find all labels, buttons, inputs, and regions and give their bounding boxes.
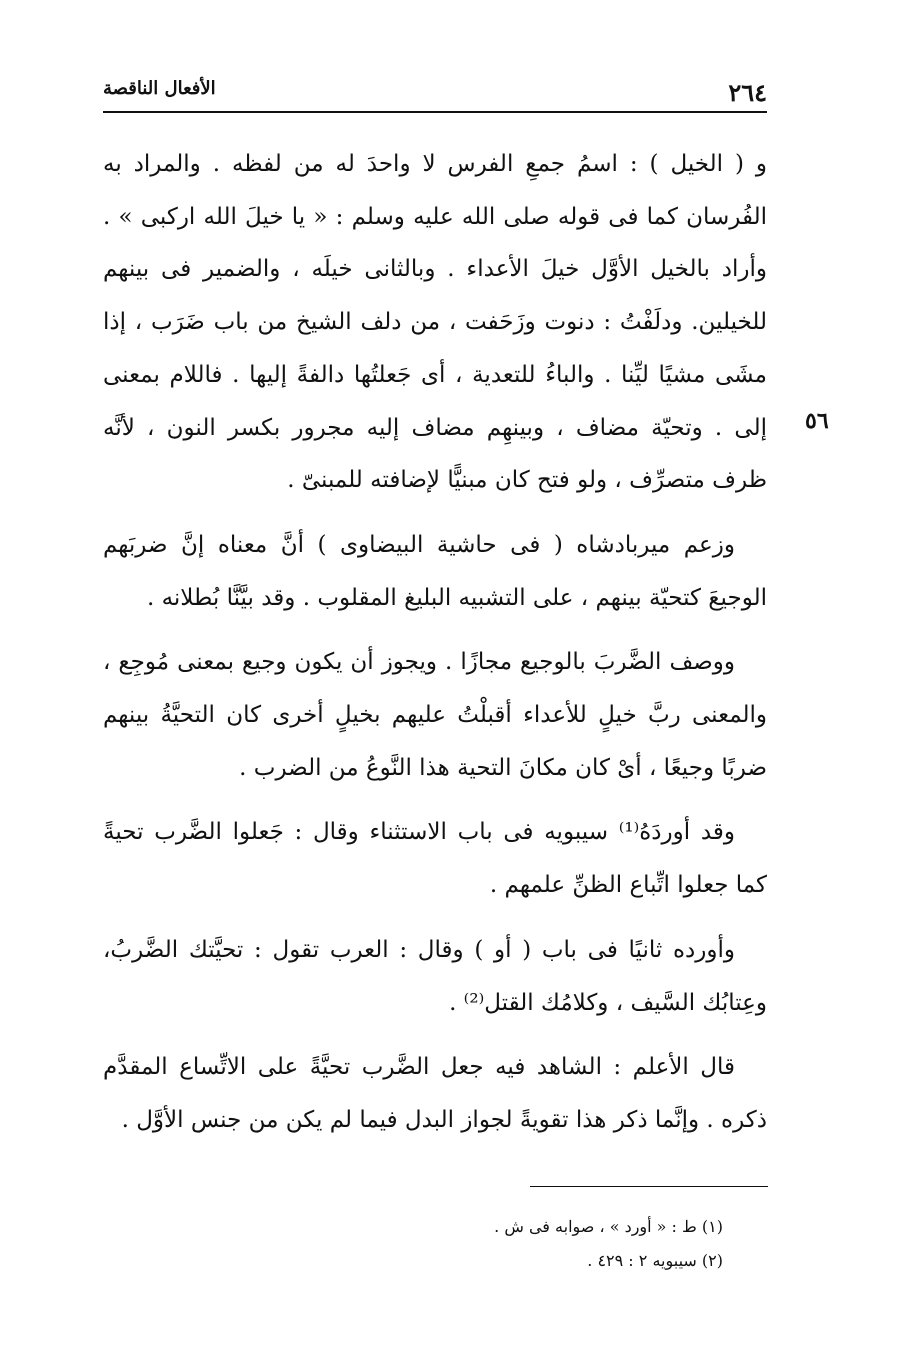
footnotes xyxy=(400,1210,723,1278)
footnote: (٢) سيبويه ٢ : ٤٢٩ . xyxy=(587,1251,723,1270)
paragraph: قال الأعلم : الشاهد فيه جعل الضَّرب تحيَّةً على الاتِّساع المقدَّم ذكره . وإنَّما ذكر هذا تقويةً لجواز البدل فيما لم يكن من جنس الأوَّل . xyxy=(103,1054,767,1133)
paragraph: وزعم ميربادشاه ( فى حاشية البيضاوى ) أنَّ معناه إنَّ ضربَهم الوجيعَ كتحيّة بينهم ، على التشبيه البليغ المقلوب . وقد بيَّنَّا بُطلانه . xyxy=(103,531,767,611)
footnote: (١) ط : « أورد » ، صوابه فى ش . xyxy=(494,1217,723,1236)
paragraph: و ( الخيل ) : اسمُ جمعِ الفرس لا واحدَ له من لفظه . والمراد به الفُرسان كما فى قوله صلى الله عليه وسلم : « يا خيلَ الله اركبى » . وأراد بالخيل الأوَّل خيلَ الأعداء . وبالثانى خيلَه ، والضمير فى بينهم للخيلين. ودلَفْتُ : دنوت وزَحَفت ، من دلف الشيخ من باب ضَرَب ، إذا مشَى مشيًا ليِّنا . والباءُ للتعدية ، أى جَعلتُها دالفةً إليها . فاللام بمعنى إلى . وتحيّة مضاف ، وبينهِم مضاف إليه مجرور بكسر النون ، لأنَّه ظرف متصرِّف ، ولو فتح كان مبنيًّا لإضافته للمبنىّ . xyxy=(103,151,767,494)
paragraph: ووصف الضَّربَ بالوجيع مجازًا . ويجوز أن يكون وجيع بمعنى مُوجِع ، والمعنى ربَّ خيلٍ للأعداء أقبلْتُ عليهم بخيلٍ أخرى كان التحيَّةُ بينهم ضربًا وجيعًا ، أىْ كان مكانَ التحية هذا النَّوعُ من الضرب . xyxy=(103,649,767,781)
page-header xyxy=(103,68,767,110)
footnote-rule xyxy=(530,1186,768,1187)
paragraph: وأورده ثانيًا فى باب ( أو ) وقال : العرب تقول : تحيَّتك الضَّربُ، وعِتابُك السَّيف ، وكلامُك القتل⁽²⁾ . xyxy=(103,936,767,1016)
page-number: ٢٦٤ xyxy=(728,78,767,107)
header-rule xyxy=(103,111,767,113)
main-text xyxy=(103,138,767,1147)
paragraph: وقد أوردَهُ⁽¹⁾ سيبويه فى باب الاستثناء وقال : جَعلوا الضَّرب تحيةً كما جعلوا اتِّباع الظنِّ علمهم . xyxy=(103,819,767,899)
margin-verse-number: ٥٦ xyxy=(805,408,829,434)
running-title: الأفعال الناقصة xyxy=(103,78,216,99)
